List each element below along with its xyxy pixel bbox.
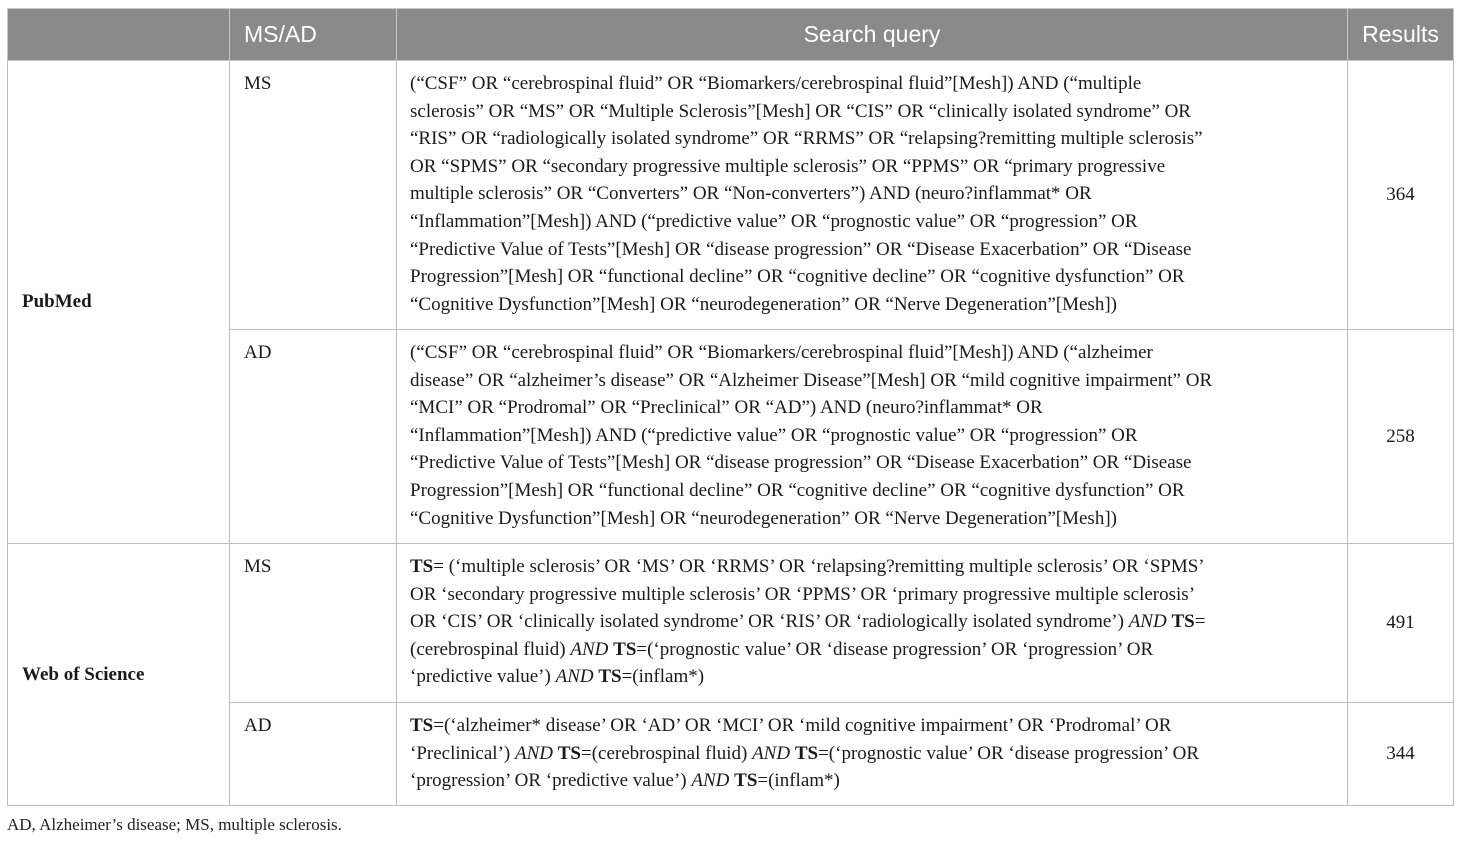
query-line (410, 236, 1335, 264)
field-tag: TS (613, 638, 637, 660)
field-tag: TS (557, 742, 581, 764)
header-row (8, 9, 1454, 61)
header-ms-ad: MS/AD (230, 9, 397, 61)
query-line (410, 581, 1335, 609)
query-line (410, 125, 1335, 153)
query-text: OR ‘CIS’ OR ‘clinically isolated syndrome’ OR ‘RIS’ OR ‘radiologically isolated syndrome’) (410, 611, 1129, 633)
query-text: Progression”[Mesh] OR “functional decline” OR “cognitive decline” OR “cognitive dysfunction” OR (410, 266, 1185, 288)
query-text: Progression”[Mesh] OR “functional decline” OR “cognitive decline” OR “cognitive dysfunction” OR (410, 479, 1185, 501)
operator: AND (691, 770, 730, 792)
query-cell (397, 703, 1348, 806)
header-search-query: Search query (397, 9, 1348, 61)
operator: AND (1128, 611, 1167, 633)
field-tag: TS (734, 770, 758, 792)
field-tag: TS (598, 666, 622, 688)
field-tag: TS (794, 742, 819, 764)
operator: AND (752, 742, 791, 764)
source-cell: PubMed (8, 61, 230, 544)
type-cell: AD (230, 330, 397, 544)
query-line (410, 291, 1335, 319)
results-cell: 491 (1348, 544, 1454, 703)
results-cell: 344 (1348, 703, 1454, 806)
type-cell: MS (230, 61, 397, 330)
query-text: “Predictive Value of Tests”[Mesh] OR “disease progression” OR “Disease Exacerbation” OR “Disease (410, 452, 1192, 474)
query-text: “Inflammation”[Mesh]) AND (“predictive value” OR “prognostic value” OR “progression” OR (410, 424, 1138, 446)
operator: AND (555, 666, 594, 688)
query-line (410, 636, 1335, 664)
query-text: “Predictive Value of Tests”[Mesh] OR “disease progression” OR “Disease Exacerbation” OR “Disease (410, 238, 1192, 260)
field-tag: TS (1171, 611, 1195, 633)
query-text: (“CSF” OR “cerebrospinal fluid” OR “Biomarkers/cerebrospinal fluid”[Mesh]) AND (“multiple (410, 73, 1142, 94)
query-line (410, 422, 1335, 450)
query-text: ‘predictive value’) (410, 666, 556, 688)
query-text: = (‘multiple sclerosis’ OR ‘MS’ OR ‘RRMS’ OR ‘relapsing?remitting multiple sclerosis’ OR ‘SPMS’ (433, 556, 1205, 577)
header-results: Results (1348, 9, 1454, 61)
query-text: =(‘alzheimer* disease’ OR ‘AD’ OR ‘MCI’ OR ‘mild cognitive impairment’ OR ‘Prodromal’ OR (433, 715, 1172, 736)
query-line (410, 70, 1335, 98)
query-line (410, 98, 1335, 126)
query-text: disease” OR “alzheimer’s disease” OR “Alzheimer Disease”[Mesh] OR “mild cognitive impairment” OR (410, 369, 1213, 391)
table-row (8, 544, 1454, 703)
query-text: “RIS” OR “radiologically isolated syndrome” OR “RRMS” OR “relapsing?remitting multiple sclerosis” (410, 128, 1203, 150)
query-text: =(cerebrospinal fluid) (580, 742, 753, 764)
query-text: “MCI” OR “Prodromal” OR “Preclinical” OR “AD”) AND (neuro?inflammat* OR (410, 397, 1043, 419)
query-line (410, 180, 1335, 208)
results-cell: 258 (1348, 330, 1454, 544)
query-cell (397, 544, 1348, 703)
query-line (410, 553, 1335, 581)
operator: AND (514, 742, 553, 764)
query-line (410, 505, 1335, 533)
query-text: sclerosis” OR “MS” OR “Multiple Sclerosis”[Mesh] OR “CIS” OR “clinically isolated syndrome” OR (410, 100, 1191, 122)
query-line (410, 767, 1335, 795)
search-query-table (7, 8, 1454, 806)
query-text: =(‘prognostic value’ OR ‘disease progression’ OR (818, 742, 1200, 764)
query-text: “Cognitive Dysfunction”[Mesh] OR “neurodegeneration” OR “Nerve Degeneration”[Mesh]) (410, 293, 1117, 315)
query-line (410, 608, 1335, 636)
query-text: multiple sclerosis” OR “Converters” OR “Non-converters”) AND (neuro?inflammat* OR (410, 183, 1092, 205)
query-text: ‘progression’ OR ‘predictive value’) (410, 770, 692, 792)
results-cell: 364 (1348, 61, 1454, 330)
query-line (410, 477, 1335, 505)
field-tag: TS (410, 715, 434, 736)
source-cell: Web of Science (8, 544, 230, 806)
query-cell (397, 330, 1348, 544)
query-text: OR ‘secondary progressive multiple sclerosis’ OR ‘PPMS’ OR ‘primary progressive multiple sclerosis’ (410, 583, 1196, 605)
query-line (410, 740, 1335, 768)
table-footnote: AD, Alzheimer’s disease; MS, multiple sclerosis. (7, 815, 342, 834)
query-text: = (1194, 611, 1206, 633)
query-text: =(inflam*) (757, 770, 840, 792)
query-line (410, 712, 1335, 740)
query-line (410, 263, 1335, 291)
query-text: “Cognitive Dysfunction”[Mesh] OR “neurodegeneration” OR “Nerve Degeneration”[Mesh]) (410, 507, 1117, 529)
query-cell (397, 61, 1348, 330)
table-row (8, 61, 1454, 330)
query-line (410, 367, 1335, 395)
operator: AND (570, 638, 609, 660)
query-text: “Inflammation”[Mesh]) AND (“predictive value” OR “prognostic value” OR “progression” OR (410, 210, 1138, 232)
query-text: (cerebrospinal fluid) (410, 638, 571, 660)
query-line (410, 153, 1335, 181)
header-source (8, 9, 230, 61)
query-text: =(inflam*) (621, 666, 705, 688)
type-cell: AD (230, 703, 397, 806)
query-text: (“CSF” OR “cerebrospinal fluid” OR “Biomarkers/cerebrospinal fluid”[Mesh]) AND (“alzheimer (410, 342, 1153, 363)
query-line (410, 394, 1335, 422)
query-text: OR “SPMS” OR “secondary progressive multiple sclerosis” OR “PPMS” OR “primary progressive (410, 155, 1166, 177)
field-tag: TS (410, 556, 434, 577)
type-cell: MS (230, 544, 397, 703)
query-line (410, 663, 1335, 691)
query-line (410, 339, 1335, 367)
query-text: =(‘prognostic value’ OR ‘disease progression’ OR ‘progression’ OR (636, 638, 1154, 660)
query-line (410, 208, 1335, 236)
query-text: ‘Preclinical’) (410, 742, 515, 764)
query-line (410, 449, 1335, 477)
